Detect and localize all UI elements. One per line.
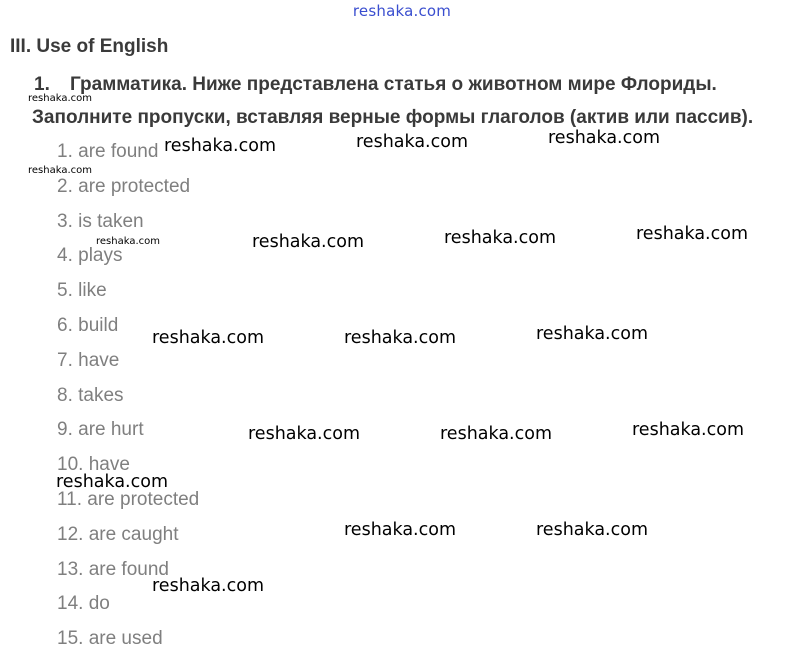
- task-line-1: [34, 68, 753, 101]
- answer-item: 15. are used: [57, 628, 163, 650]
- watermark-text: reshaka.com: [636, 224, 748, 244]
- answer-item: 1. are found: [57, 141, 159, 162]
- answer-item: 12. are caught: [57, 523, 179, 545]
- answer-item: 8. takes: [57, 384, 124, 406]
- watermark-text: reshaka.com: [28, 93, 92, 104]
- watermark-text: reshaka.com: [252, 232, 364, 252]
- task-number: 1.: [34, 74, 50, 95]
- answer-item: 9. are hurt: [57, 419, 144, 441]
- watermark-text: reshaka.com: [356, 132, 468, 152]
- watermark-text: reshaka.com: [152, 576, 264, 596]
- answer-item: 7. have: [57, 349, 120, 371]
- watermark-text: reshaka.com: [164, 136, 276, 156]
- answer-item: 3. is taken: [57, 210, 144, 232]
- task-line-2: Заполните пропуски, вставляя верные формы глаголов (актив или пассив).: [32, 107, 754, 128]
- section-title: III. Use of English: [10, 36, 169, 57]
- answer-item: 4. plays: [57, 245, 123, 267]
- watermark-text: reshaka.com: [96, 236, 160, 247]
- answer-item: 2. are protected: [57, 175, 191, 197]
- watermark-text: reshaka.com: [536, 520, 648, 540]
- answer-item: 11. are protected: [57, 488, 200, 510]
- answer-item: 6. build: [57, 314, 119, 336]
- answer-item: 13. are found: [57, 558, 169, 580]
- watermark-text: reshaka.com: [548, 128, 660, 148]
- watermark-text: reshaka.com: [152, 328, 264, 348]
- watermark-text: reshaka.com: [28, 165, 92, 176]
- watermark-text: reshaka.com: [536, 324, 648, 344]
- watermark-text: reshaka.com: [444, 228, 556, 248]
- site-header-watermark: reshaka.com: [352, 2, 452, 20]
- answer-item: 10. have: [57, 454, 130, 476]
- watermark-text: reshaka.com: [248, 424, 360, 444]
- answer-item: 5. like: [57, 280, 107, 302]
- watermark-text: reshaka.com: [632, 420, 744, 440]
- watermark-text: reshaka.com: [440, 424, 552, 444]
- watermark-text: reshaka.com: [56, 472, 168, 492]
- task-instruction: [34, 68, 753, 134]
- task-text-line-1: Грамматика. Ниже представлена статья о животном мире Флориды.: [70, 74, 717, 95]
- answer-item: 14. do: [57, 593, 110, 615]
- watermark-text: reshaka.com: [344, 328, 456, 348]
- watermark-text: reshaka.com: [344, 520, 456, 540]
